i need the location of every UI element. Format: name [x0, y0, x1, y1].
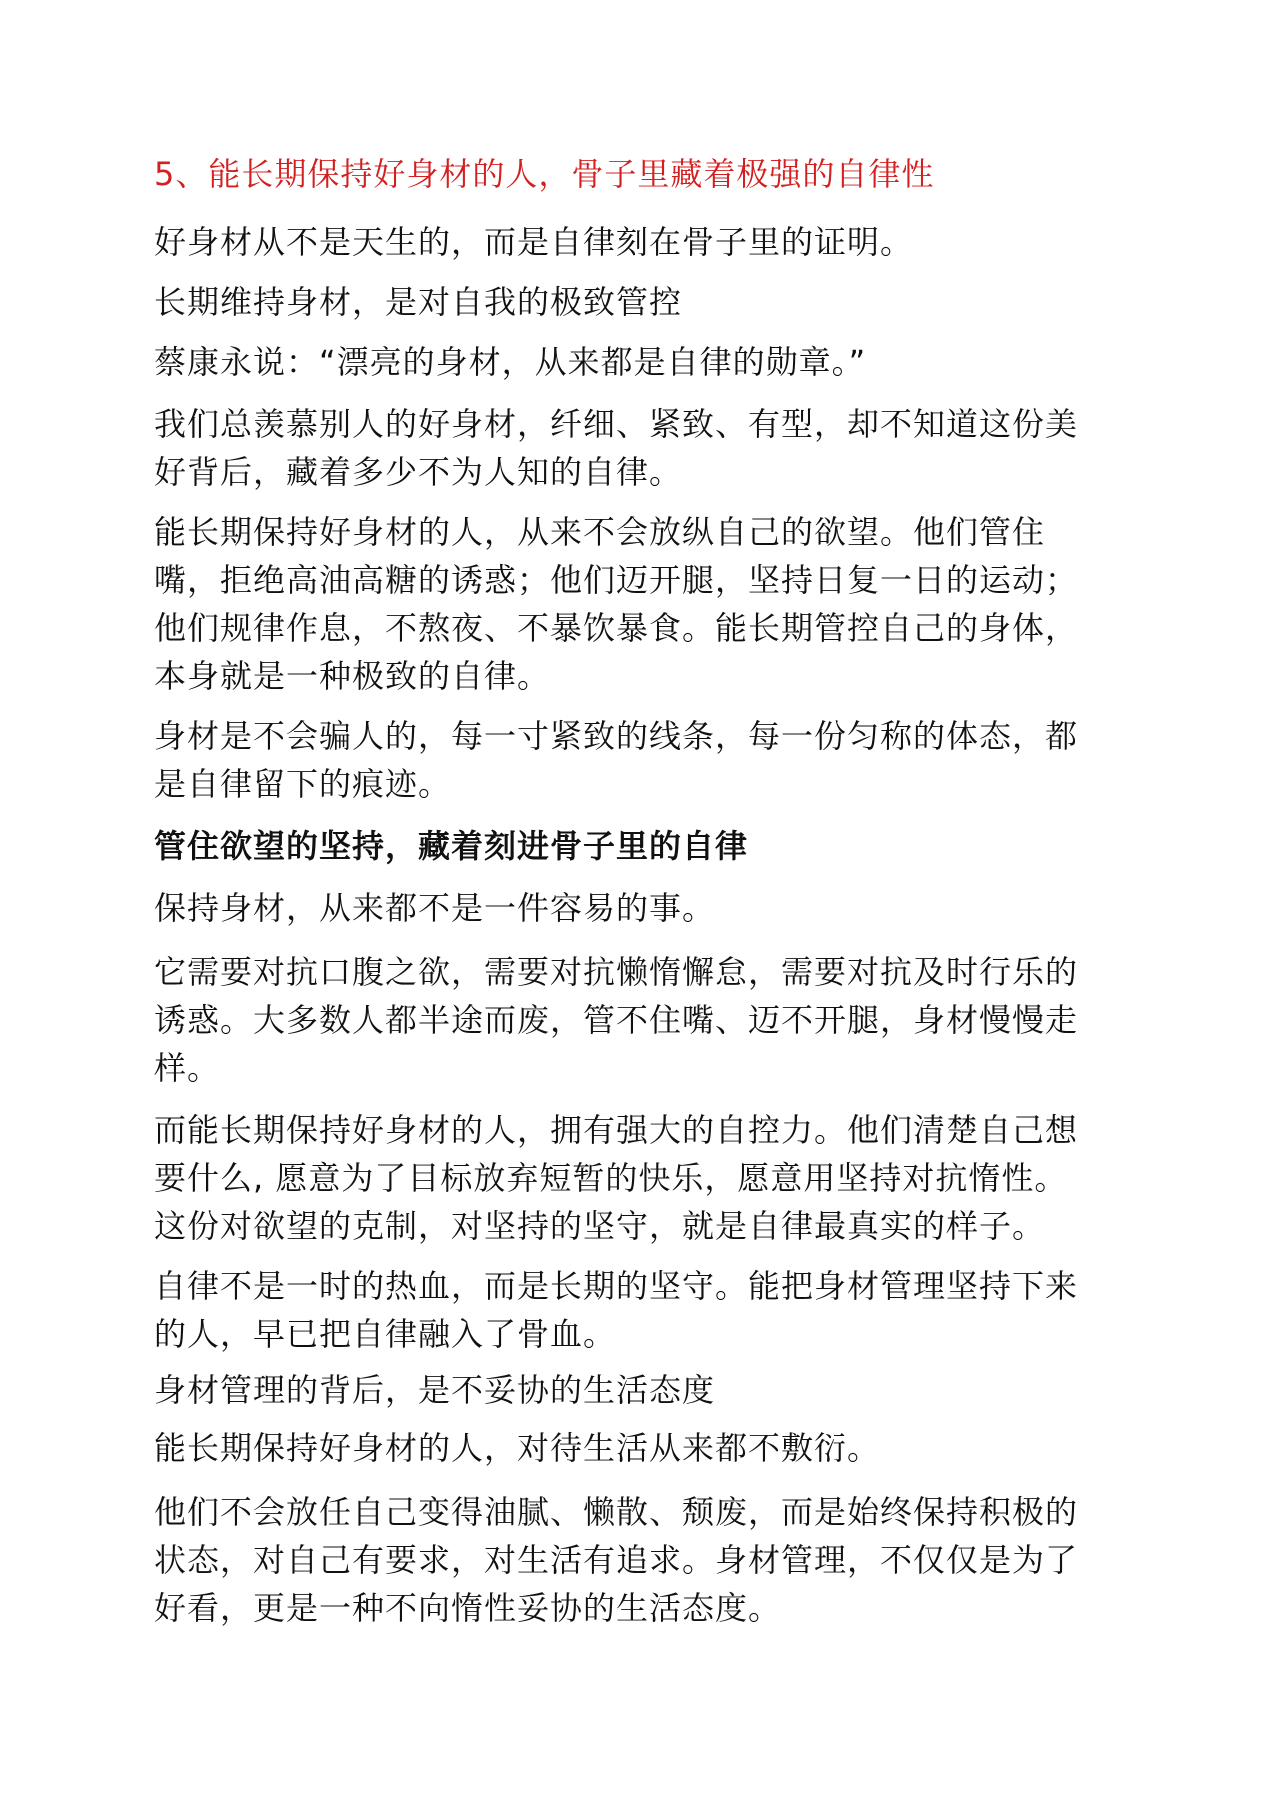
text-line: 好看，更是一种不向惰性妥协的生活态度。 — [154, 1589, 782, 1627]
paragraph-1 — [154, 218, 1134, 266]
paragraph-7 — [154, 884, 1134, 932]
section-title: 5、能长期保持好身材的人，骨子里藏着极强的自律性 — [154, 155, 935, 193]
paragraph-11 — [154, 1366, 1134, 1414]
text-line: 他们不会放任自己变得油腻、懒散、颓废，而是始终保持积极的 — [154, 1493, 1079, 1531]
text-line: 保持身材，从来都不是一件容易的事。 — [154, 889, 716, 927]
text-line: 是自律留下的痕迹。 — [154, 765, 452, 803]
text-line: 能长期保持好身材的人，对待生活从来都不敷衍。 — [154, 1429, 881, 1467]
text-line: 嘴，拒绝高油高糖的诱惑；他们迈开腿，坚持日复一日的运动； — [154, 561, 1079, 599]
subheading: 管住欲望的坚持，藏着刻进骨子里的自律 — [154, 827, 749, 865]
paragraph-8 — [154, 948, 1134, 1092]
text-line: 蔡康永说：“漂亮的身材，从来都是自律的勋章。” — [154, 343, 867, 381]
text-line: 长期维持身材，是对自我的极致管控 — [154, 283, 683, 321]
text-line: 状态，对自己有要求，对生活有追求。身材管理，不仅仅是为了 — [154, 1541, 1079, 1579]
paragraph-13 — [154, 1488, 1134, 1632]
text-line: 要什么, 愿意为了目标放弃短暂的快乐，愿意用坚持对抗惰性。 — [154, 1159, 1068, 1197]
text-line: 好背后，藏着多少不为人知的自律。 — [154, 453, 683, 491]
text-line: 本身就是一种极致的自律。 — [154, 657, 551, 695]
paragraph-9 — [154, 1106, 1134, 1250]
paragraph-6 — [154, 712, 1134, 808]
paragraph-4 — [154, 400, 1134, 496]
text-line: 它需要对抗口腹之欲，需要对抗懒惰懈怠，需要对抗及时行乐的 — [154, 953, 1079, 991]
paragraph-2 — [154, 278, 1134, 326]
text-line: 而能长期保持好身材的人，拥有强大的自控力。他们清楚自己想 — [154, 1111, 1079, 1149]
text-line: 的人，早已把自律融入了骨血。 — [154, 1315, 617, 1353]
text-line: 能长期保持好身材的人，从来不会放纵自己的欲望。他们管住 — [154, 513, 1046, 551]
paragraph-12 — [154, 1424, 1134, 1472]
text-line: 好身材从不是天生的，而是自律刻在骨子里的证明。 — [154, 223, 914, 261]
text-line: 自律不是一时的热血，而是长期的坚守。能把身材管理坚持下来 — [154, 1267, 1079, 1305]
quote-paragraph — [154, 338, 1134, 386]
paragraph-5 — [154, 508, 1134, 700]
text-line: 样。 — [154, 1049, 221, 1087]
text-line: 这份对欲望的克制，对坚持的坚守，就是自律最真实的样子。 — [154, 1207, 1046, 1245]
text-line: 诱惑。大多数人都半途而废，管不住嘴、迈不开腿，身材慢慢走 — [154, 1001, 1079, 1039]
text-line: 身材管理的背后，是不妥协的生活态度 — [154, 1371, 716, 1409]
text-line: 他们规律作息，不熬夜、不暴饮暴食。能长期管控自己的身体， — [154, 609, 1079, 647]
text-line: 我们总羡慕别人的好身材，纤细、紧致、有型，却不知道这份美 — [154, 405, 1079, 443]
text-line: 身材是不会骗人的，每一寸紧致的线条，每一份匀称的体态，都 — [154, 717, 1079, 755]
paragraph-10 — [154, 1262, 1134, 1358]
